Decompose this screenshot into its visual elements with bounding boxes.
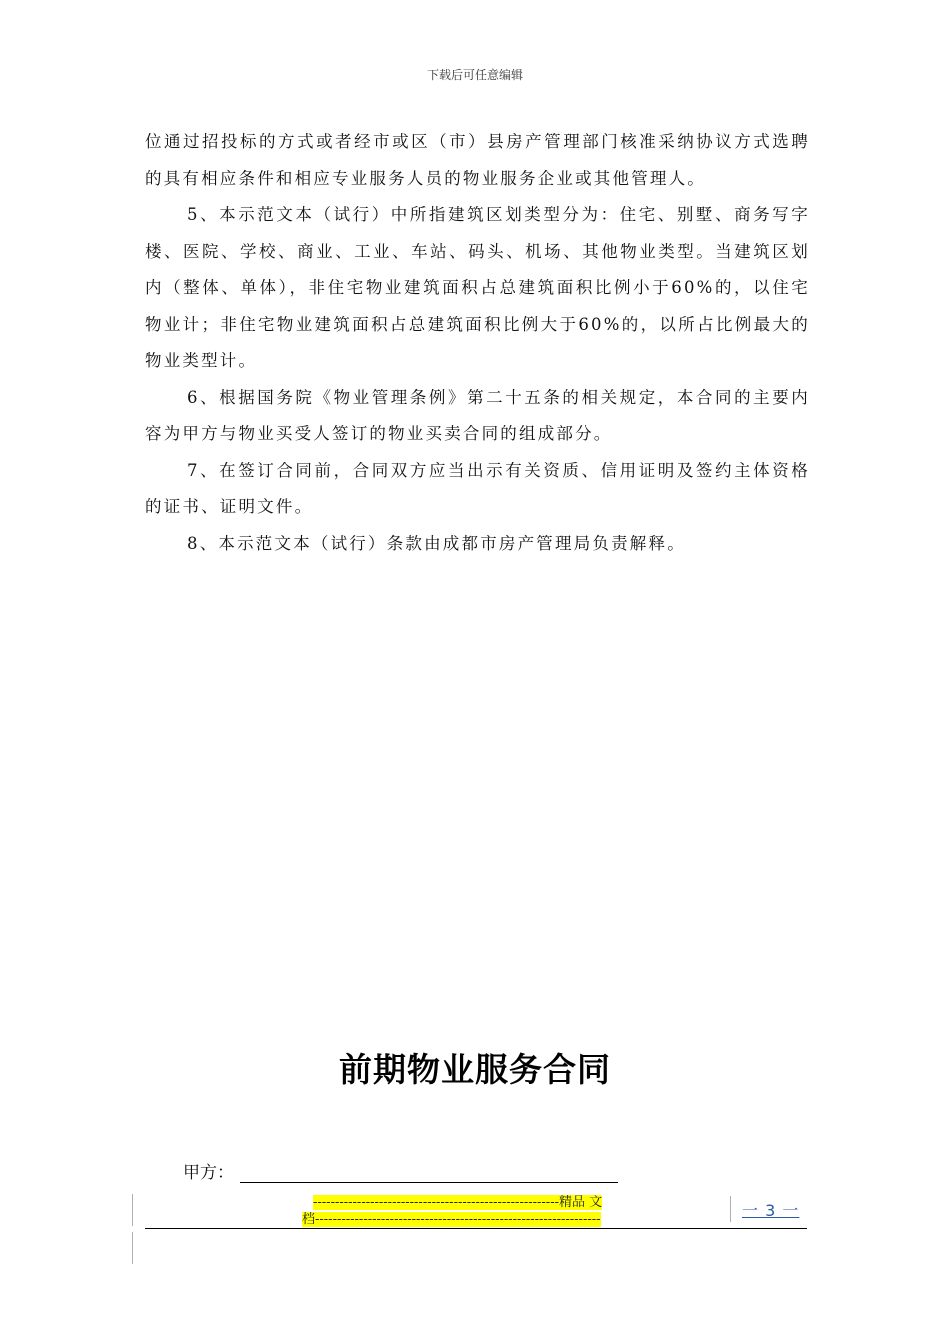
party-a-label: 甲方： xyxy=(183,1163,234,1183)
footer-banner-line-1: --------------------------------------------------------精品 文 xyxy=(313,1195,603,1210)
document-body xyxy=(145,124,810,562)
paragraph-item-8: 8、本示范文本（试行）条款由成都市房产管理局负责解释。 xyxy=(187,533,686,553)
margin-mark-left-top xyxy=(132,1194,133,1226)
footer-banner-line-2: 档----------------------------------------------------------------- xyxy=(302,1212,601,1227)
paragraph-item-6: 6、根据国务院《物业管理条例》第二十五条的相关规定，本合同的主要内容为甲方与物业买受人签订的物业买卖合同的组成部分。 xyxy=(145,387,810,443)
paragraph-item-5: 5、本示范文本（试行）中所指建筑区划类型分为：住宅、别墅、商务写字楼、医院、学校、商业、工业、车站、码头、机场、其他物业类型。当建筑区划内（整体、单体），非住宅物业建筑面积占总建筑面积比例小于60%的，以住宅物业计；非住宅物业建筑面积占总建筑面积比例大于60%的，以所占比例最大的物业类型计。 xyxy=(145,205,810,370)
page-number: 一 3 一 xyxy=(742,1201,800,1220)
contract-title: 前期物业服务合同 xyxy=(339,1050,611,1089)
paragraph-item-7: 7、在签订合同前，合同双方应当出示有关资质、信用证明及签约主体资格的证书、证明文件。 xyxy=(145,460,810,516)
party-a-row xyxy=(183,1158,618,1183)
footer-rule xyxy=(145,1228,807,1229)
paragraph-continued: 位通过招投标的方式或者经市或区（市）县房产管理部门核准采纳协议方式选聘的具有相应条件和相应专业服务人员的物业服务企业或其他管理人。 xyxy=(145,132,810,188)
margin-mark-right xyxy=(730,1196,731,1222)
margin-mark-left-bottom xyxy=(132,1232,133,1264)
footer-banner xyxy=(302,1194,652,1228)
header-note: 下载后可任意编辑 xyxy=(426,68,523,82)
party-a-fill-line xyxy=(240,1160,618,1183)
